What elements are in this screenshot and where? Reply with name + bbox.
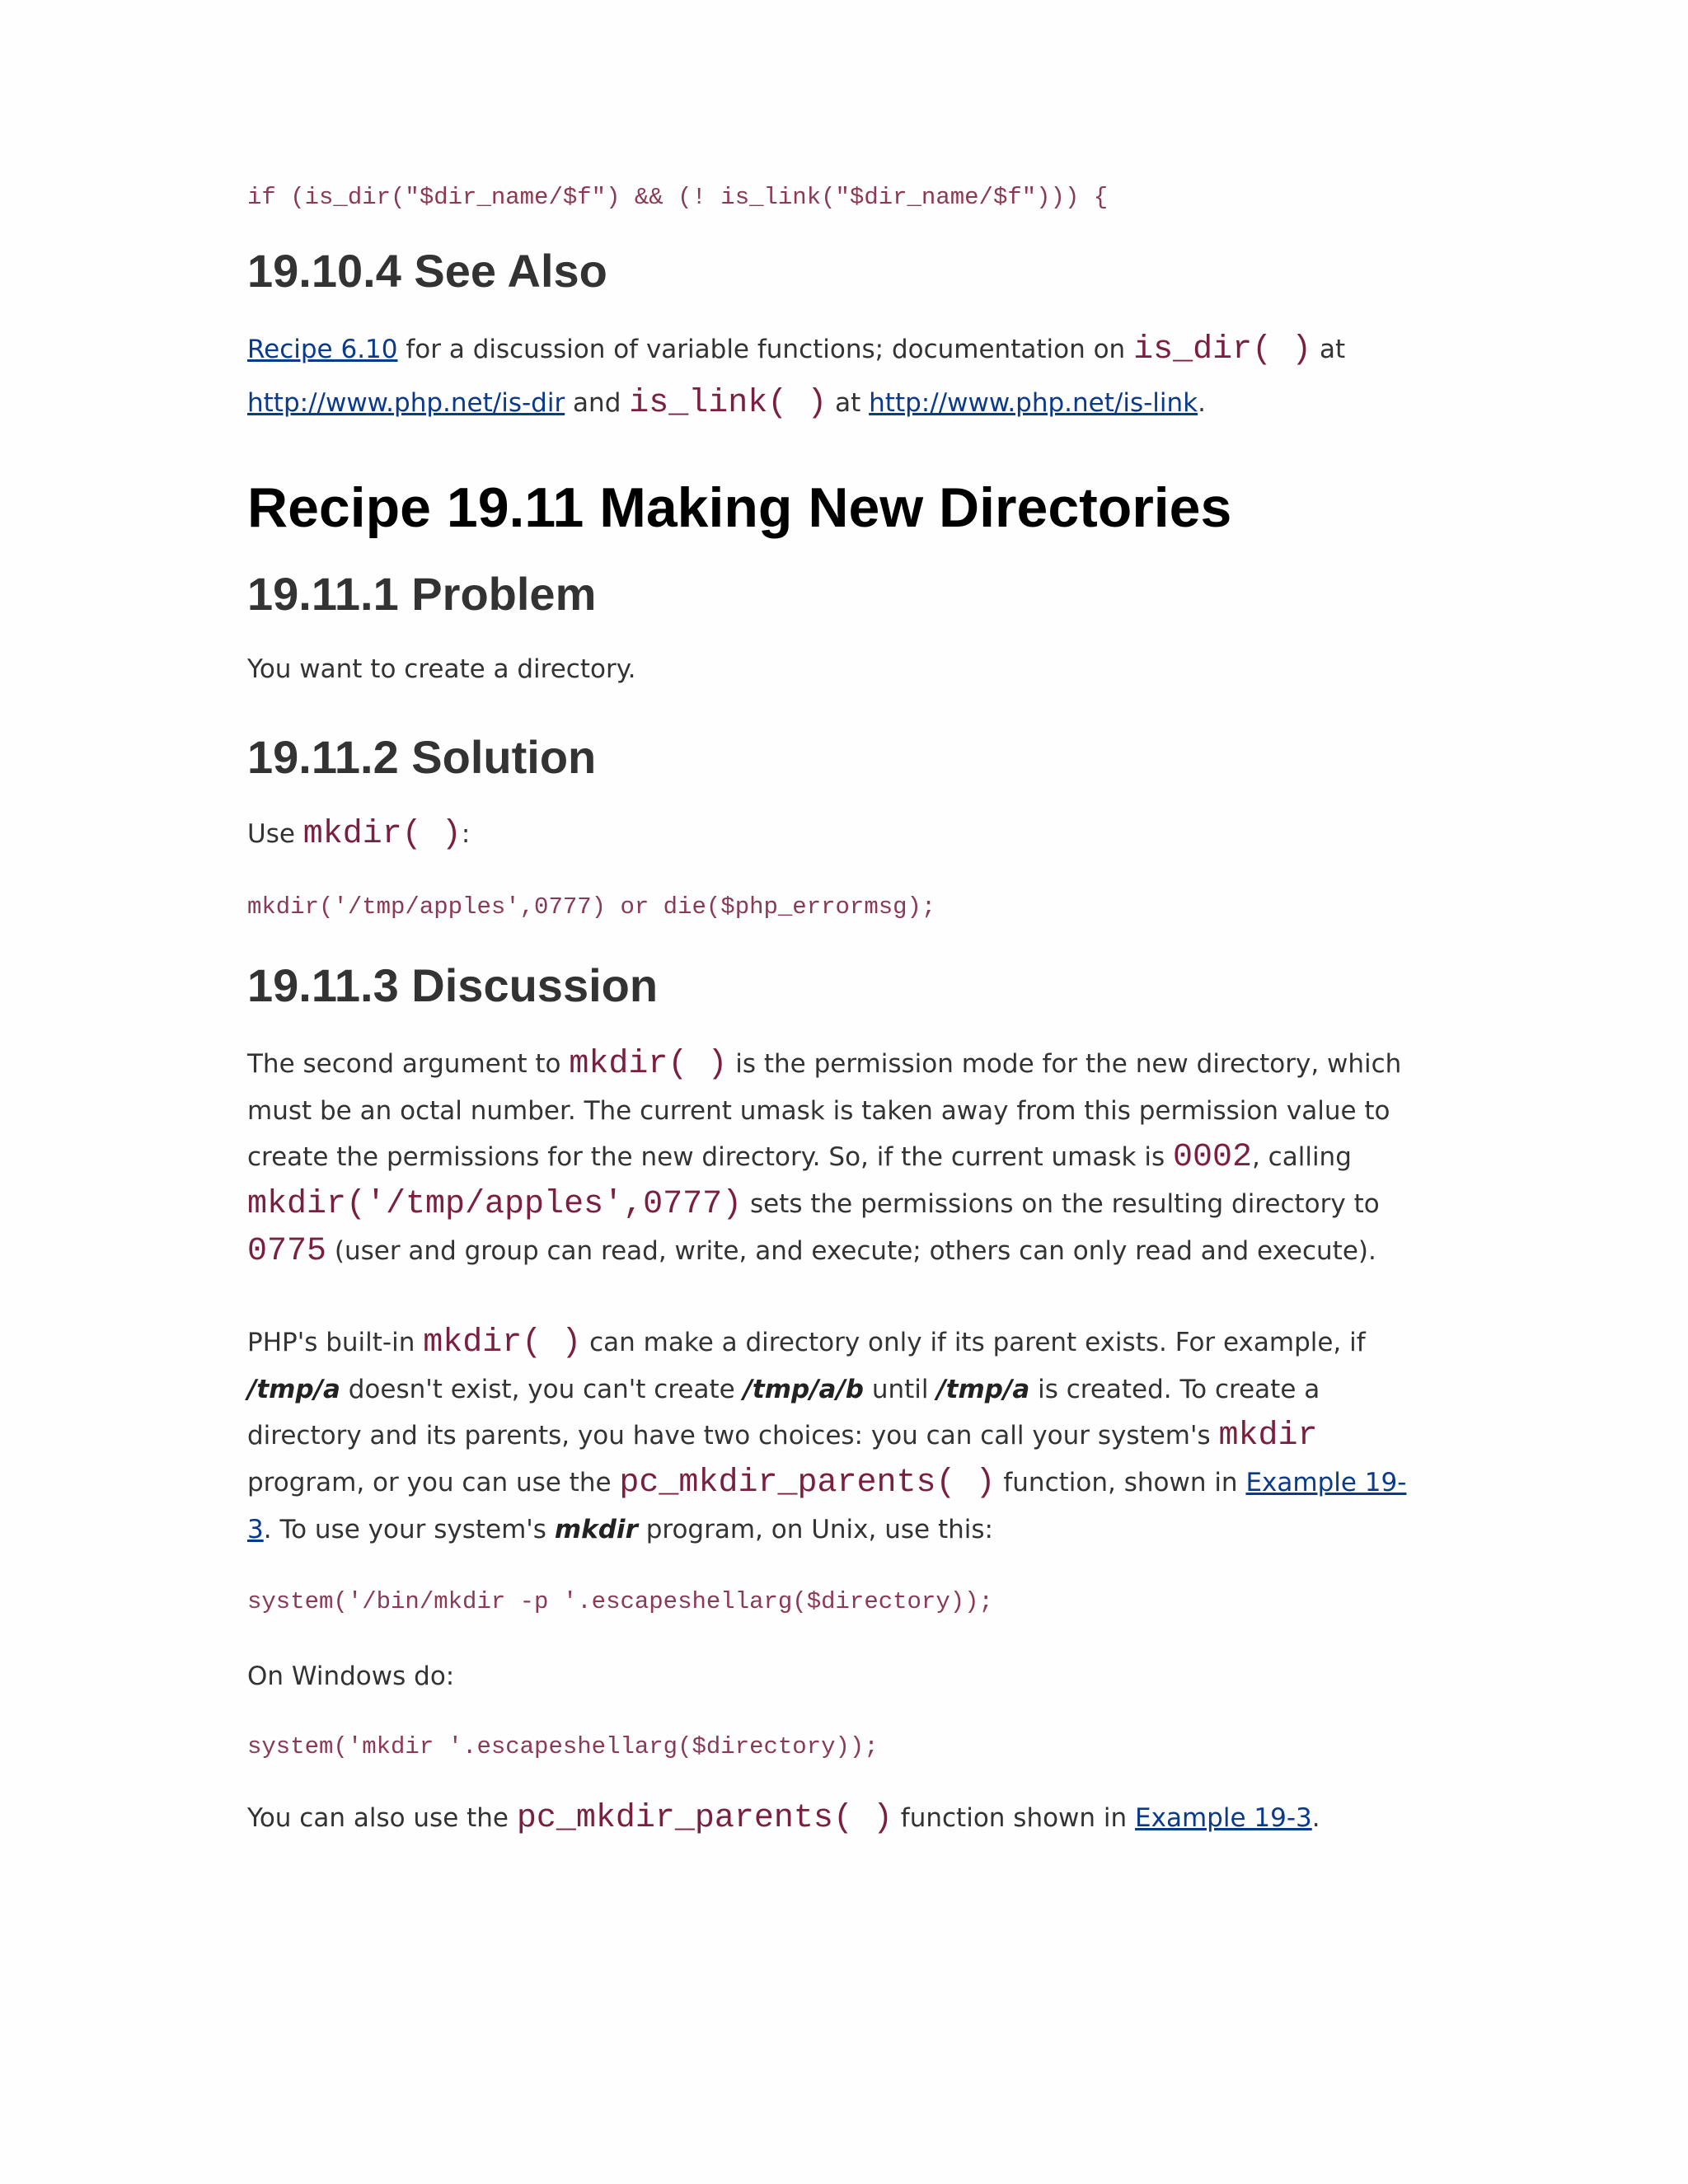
recipe-title: Recipe 19.11 Making New Directories xyxy=(247,476,1232,539)
inline-code-mkdir-call: mkdir('/tmp/apples',0777) xyxy=(247,1186,743,1223)
text: for a discussion of variable functions; documentation on xyxy=(397,335,1134,364)
windows-text: On Windows do: xyxy=(247,1661,455,1691)
text: is the permission mode for the new directory, which must be an octal number. The current umask is taken away from this permission value to create the permissions for the new directory. So, if the current umask is xyxy=(247,1049,1402,1172)
heading-problem: 19.11.1 Problem xyxy=(247,568,597,620)
text: is created. To create a directory and its parents, you have two choices: you can call your system's xyxy=(247,1375,1320,1451)
solution-text xyxy=(247,811,1434,858)
text: PHP's built-in xyxy=(247,1328,424,1357)
inline-code-umask: 0002 xyxy=(1172,1139,1252,1176)
text: (user and group can read, write, and execute; others can only read and execute). xyxy=(326,1236,1376,1266)
inline-code-pc-mkdir-parents: pc_mkdir_parents( ) xyxy=(516,1800,893,1837)
text: Use xyxy=(247,819,303,849)
path-tmp-a: /tmp/a xyxy=(936,1375,1030,1404)
text: doesn't exist, you can't create xyxy=(340,1375,743,1404)
path-tmp-a: /tmp/a xyxy=(247,1375,340,1404)
inline-code-pc-mkdir-parents: pc_mkdir_parents( ) xyxy=(619,1465,996,1502)
text: . xyxy=(1198,388,1206,418)
text: can make a directory only if its parent exists. For example, if xyxy=(581,1328,1366,1357)
link-example-19-3[interactable]: Example 19-3 xyxy=(247,1468,1407,1544)
text: The second argument to xyxy=(247,1049,570,1079)
inline-code-mkdir: mkdir( ) xyxy=(569,1046,728,1083)
text: function, shown in xyxy=(995,1468,1246,1497)
link-php-is-link[interactable]: http://www.php.net/is-link xyxy=(869,388,1198,418)
inline-code-mkdir: mkdir( ) xyxy=(302,816,462,853)
heading-discussion: 19.11.3 Discussion xyxy=(247,959,659,1011)
code-block-unix-mkdir: system('/bin/mkdir -p '.escapeshellarg($directory)); xyxy=(247,1588,993,1615)
problem-text: You want to create a directory. xyxy=(247,654,636,684)
text: , calling xyxy=(1251,1142,1352,1172)
text: and xyxy=(565,388,630,418)
text: . xyxy=(1311,1803,1320,1833)
text: : xyxy=(461,819,471,849)
document-page xyxy=(247,181,1434,1842)
inline-code-mode: 0775 xyxy=(247,1233,327,1270)
code-block-mkdir: mkdir('/tmp/apples',0777) or die($php_errormsg); xyxy=(247,893,936,921)
text: You can also use the xyxy=(247,1803,517,1833)
text: sets the permissions on the resulting directory to xyxy=(742,1189,1380,1219)
discussion-paragraph-2 xyxy=(247,1319,1418,1553)
inline-code-is-link: is_link( ) xyxy=(629,385,828,422)
text: function shown in xyxy=(892,1803,1136,1833)
text: program, or you can use the xyxy=(247,1468,620,1497)
link-example-19-3[interactable]: Example 19-3 xyxy=(1135,1803,1312,1833)
path-tmp-a-b: /tmp/a/b xyxy=(743,1375,864,1404)
inline-code-mkdir: mkdir( ) xyxy=(423,1324,582,1361)
text: until xyxy=(863,1375,937,1404)
inline-code-mkdir-program: mkdir xyxy=(1218,1418,1318,1455)
discussion-paragraph-1 xyxy=(247,1041,1418,1275)
text: at xyxy=(1311,335,1346,364)
link-php-is-dir[interactable]: http://www.php.net/is-dir xyxy=(247,388,565,418)
text: at xyxy=(827,388,870,418)
inline-code-is-dir: is_dir( ) xyxy=(1133,331,1312,368)
text: program, on Unix, use this: xyxy=(637,1515,993,1544)
code-block-windows-mkdir: system('mkdir '.escapeshellarg($directory)); xyxy=(247,1733,879,1760)
heading-see-also: 19.10.4 See Also xyxy=(247,245,607,297)
discussion-paragraph-3 xyxy=(247,1795,1434,1842)
program-mkdir: mkdir xyxy=(554,1515,638,1544)
see-also-paragraph xyxy=(247,323,1434,430)
text: . To use your system's xyxy=(263,1515,555,1544)
link-recipe-6-10[interactable]: Recipe 6.10 xyxy=(247,335,398,364)
code-block-is-dir: if (is_dir("$dir_name/$f") && (! is_link("$dir_name/$f"))) { xyxy=(247,184,1109,211)
heading-solution: 19.11.2 Solution xyxy=(247,731,597,783)
